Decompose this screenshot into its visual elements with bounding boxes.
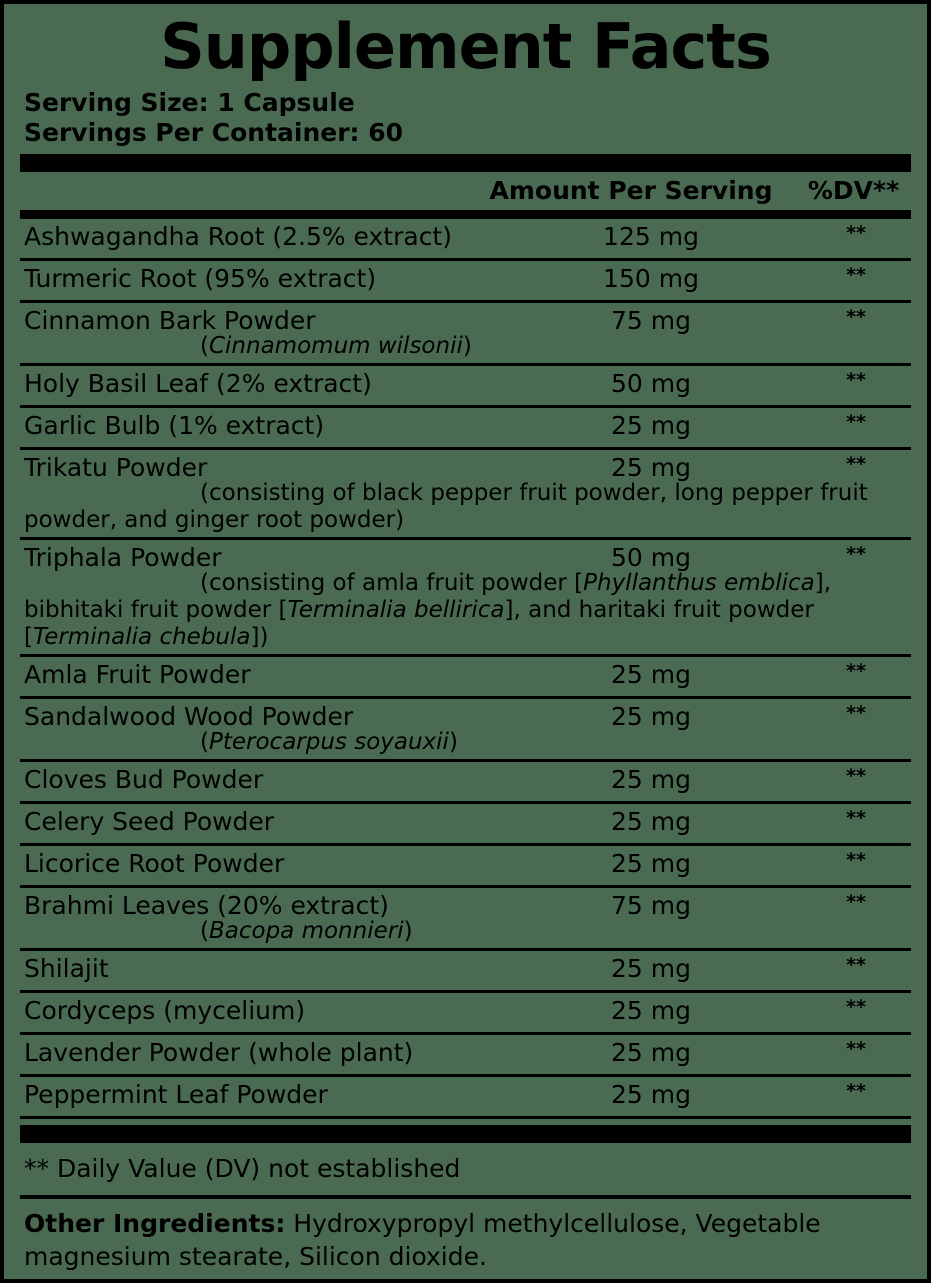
ingredient-amount: 25 mg xyxy=(611,411,691,440)
table-row-main xyxy=(20,221,911,253)
dv-footnote: ** Daily Value (DV) not established xyxy=(24,1154,461,1183)
table-row-main xyxy=(20,890,911,922)
ingredient-daily-value: ** xyxy=(846,807,866,829)
table-row-main xyxy=(20,953,911,985)
ingredient-daily-value: ** xyxy=(846,996,866,1018)
table-row-main xyxy=(20,764,911,796)
ingredient-daily-value: ** xyxy=(846,306,866,328)
header-percent-dv: %DV** xyxy=(807,176,900,205)
ingredient-name: Brahmi Leaves (20% extract) xyxy=(24,891,389,920)
ingredient-daily-value: ** xyxy=(846,411,866,433)
table-row-main xyxy=(20,263,911,295)
table-header-row xyxy=(20,172,911,210)
ingredient-daily-value: ** xyxy=(846,1038,866,1060)
table-row xyxy=(20,450,911,540)
ingredient-amount: 75 mg xyxy=(611,306,691,335)
ingredient-daily-value: ** xyxy=(846,543,866,565)
table-row-main xyxy=(20,368,911,400)
ingredient-name: Garlic Bulb (1% extract) xyxy=(24,411,325,440)
ingredient-daily-value: ** xyxy=(846,222,866,244)
other-ingredients-text: Hydroxypropyl methylcellulose, Vegetable magnesium stearate, Silicon dioxide. xyxy=(24,1209,821,1271)
ingredient-name: Trikatu Powder xyxy=(24,453,208,482)
table-row xyxy=(20,408,911,450)
ingredient-name: Cinnamon Bark Powder xyxy=(24,306,316,335)
ingredient-amount: 25 mg xyxy=(611,702,691,731)
ingredient-daily-value: ** xyxy=(846,765,866,787)
ingredient-daily-value: ** xyxy=(846,453,866,475)
table-row xyxy=(20,804,911,846)
table-row xyxy=(20,846,911,888)
ingredient-daily-value: ** xyxy=(846,891,866,913)
ingredient-name: Turmeric Root (95% extract) xyxy=(24,264,377,293)
ingredient-name: Holy Basil Leaf (2% extract) xyxy=(24,369,372,398)
table-row-main xyxy=(20,848,911,880)
ingredient-amount: 50 mg xyxy=(611,369,691,398)
ingredient-amount: 50 mg xyxy=(611,543,691,572)
table-row xyxy=(20,219,911,261)
ingredient-amount: 75 mg xyxy=(611,891,691,920)
ingredient-daily-value: ** xyxy=(846,702,866,724)
ingredient-daily-value: ** xyxy=(846,660,866,682)
serving-size: Serving Size: 1 Capsule xyxy=(24,88,355,117)
divider-medium-header xyxy=(20,210,911,219)
ingredient-amount: 25 mg xyxy=(611,996,691,1025)
ingredient-amount: 25 mg xyxy=(611,849,691,878)
table-row xyxy=(20,951,911,993)
table-row xyxy=(20,762,911,804)
ingredient-subtext: (consisting of amla fruit powder [Phyllanthus emblica], bibhitaki fruit powder [Terminalia bellirica], and haritaki fruit powder [Terminalia chebula]) xyxy=(24,570,832,650)
ingredient-amount: 25 mg xyxy=(611,1038,691,1067)
ingredient-name: Licorice Root Powder xyxy=(24,849,285,878)
other-ingredients-label: Other Ingredients: xyxy=(24,1209,286,1238)
ingredient-daily-value: ** xyxy=(846,849,866,871)
ingredient-name: Triphala Powder xyxy=(24,543,222,572)
ingredient-name: Amla Fruit Powder xyxy=(24,660,251,689)
ingredient-daily-value: ** xyxy=(846,369,866,391)
ingredient-name: Peppermint Leaf Powder xyxy=(24,1080,328,1109)
ingredient-name: Shilajit xyxy=(24,954,109,983)
divider-thick-bottom xyxy=(20,1125,911,1143)
ingredient-name: Cordyceps (mycelium) xyxy=(24,996,306,1025)
table-row xyxy=(20,657,911,699)
ingredient-subtext: (Bacopa monnieri) xyxy=(200,918,413,944)
table-row xyxy=(20,366,911,408)
table-row-main xyxy=(20,701,911,733)
table-row xyxy=(20,261,911,303)
ingredient-name: Ashwagandha Root (2.5% extract) xyxy=(24,222,452,251)
ingredient-amount: 25 mg xyxy=(611,954,691,983)
servings-per-container: Servings Per Container: 60 xyxy=(24,118,404,147)
table-row xyxy=(20,540,911,657)
table-row xyxy=(20,993,911,1035)
ingredient-amount: 25 mg xyxy=(611,807,691,836)
table-row-main xyxy=(20,659,911,691)
ingredient-daily-value: ** xyxy=(846,1080,866,1102)
ingredient-amount: 150 mg xyxy=(603,264,699,293)
ingredient-subtext: (Pterocarpus soyauxii) xyxy=(200,729,458,755)
other-ingredients xyxy=(20,1199,911,1273)
ingredient-daily-value: ** xyxy=(846,264,866,286)
table-row-main xyxy=(20,1079,911,1111)
table-row xyxy=(20,888,911,951)
ingredient-amount: 25 mg xyxy=(611,1080,691,1109)
table-row xyxy=(20,699,911,762)
page-title: Supplement Facts xyxy=(160,10,771,83)
ingredient-name: Lavender Powder (whole plant) xyxy=(24,1038,414,1067)
ingredient-name: Cloves Bud Powder xyxy=(24,765,264,794)
table-row-main xyxy=(20,995,911,1027)
ingredient-amount: 25 mg xyxy=(611,660,691,689)
table-row xyxy=(20,1077,911,1119)
ingredient-daily-value: ** xyxy=(846,954,866,976)
ingredient-subtext: (consisting of black pepper fruit powder, long pepper fruit powder, and ginger root powder) xyxy=(24,480,868,533)
ingredient-name: Sandalwood Wood Powder xyxy=(24,702,354,731)
ingredient-subtext: (Cinnamomum wilsonii) xyxy=(200,333,472,359)
ingredient-amount: 125 mg xyxy=(603,222,699,251)
table-row xyxy=(20,303,911,366)
header-amount-per-serving: Amount Per Serving xyxy=(489,176,773,205)
table-row-main xyxy=(20,806,911,838)
ingredient-name: Celery Seed Powder xyxy=(24,807,275,836)
ingredient-rows xyxy=(20,219,911,1119)
ingredient-amount: 25 mg xyxy=(611,453,691,482)
table-row-main xyxy=(20,1037,911,1069)
table-row xyxy=(20,1035,911,1077)
divider-thick-top xyxy=(20,154,911,172)
table-row-main xyxy=(20,410,911,442)
ingredient-amount: 25 mg xyxy=(611,765,691,794)
